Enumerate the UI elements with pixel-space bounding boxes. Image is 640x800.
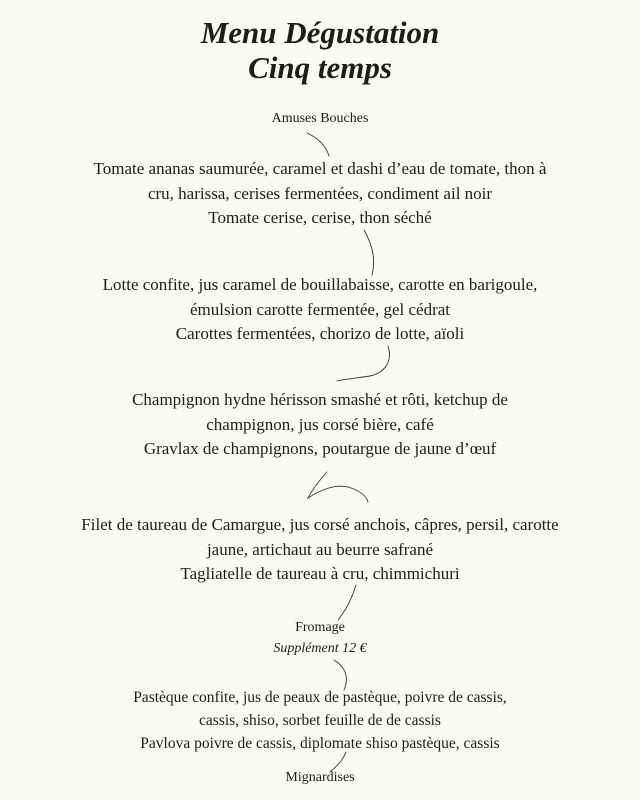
course-line: Champignon hydne hérisson smashé et rôti, ketchup de xyxy=(132,390,508,409)
connector-line xyxy=(334,660,346,690)
course-line: cru, harissa, cerises fermentées, condiment ail noir xyxy=(147,183,493,203)
course-line: émulsion carotte fermentée, gel cédrat xyxy=(189,299,451,319)
connector-line xyxy=(337,346,389,381)
course-line: jaune, artichaut au beurre safrané xyxy=(206,539,434,559)
connector-line xyxy=(308,472,368,502)
fromage-label: Fromage xyxy=(295,620,345,635)
course-line: Tomate cerise, cerise, thon séché xyxy=(208,208,432,227)
course-line: Pastèque confite, jus de peaux de pastèque, poivre de cassis, xyxy=(133,689,507,706)
menu-subtitle: Cinq temps xyxy=(248,50,392,85)
menu-title: Menu Dégustation xyxy=(200,15,440,50)
supplement-price: Supplément 12 € xyxy=(273,641,367,656)
amuses-bouches-label: Amuses Bouches xyxy=(271,111,369,126)
course-line: Pavlova poivre de cassis, diplomate shiso pastèque, cassis xyxy=(140,735,500,752)
course-line: Tomate ananas saumurée, caramel et dashi d’eau de tomate, thon à xyxy=(93,159,547,178)
mignardises-label: Mignardises xyxy=(285,770,355,785)
connector-line xyxy=(307,133,329,156)
course-line: Tagliatelle de taureau à cru, chimmichuri xyxy=(180,564,460,583)
course-line: Lotte confite, jus caramel de bouillabaisse, carotte en barigoule, xyxy=(102,275,538,294)
course-line: champignon, jus corsé bière, café xyxy=(206,414,434,434)
course-line: Filet de taureau de Camargue, jus corsé anchois, câpres, persil, carotte xyxy=(81,515,559,534)
connector-line xyxy=(364,230,374,275)
course-line: Gravlax de champignons, poutargue de jaune d’œuf xyxy=(143,439,497,458)
connector-line xyxy=(330,752,346,772)
course-line: cassis, shiso, sorbet feuille de de cassis xyxy=(199,712,441,729)
connector-line xyxy=(338,585,356,620)
course-line: Carottes fermentées, chorizo de lotte, aïoli xyxy=(175,324,465,343)
